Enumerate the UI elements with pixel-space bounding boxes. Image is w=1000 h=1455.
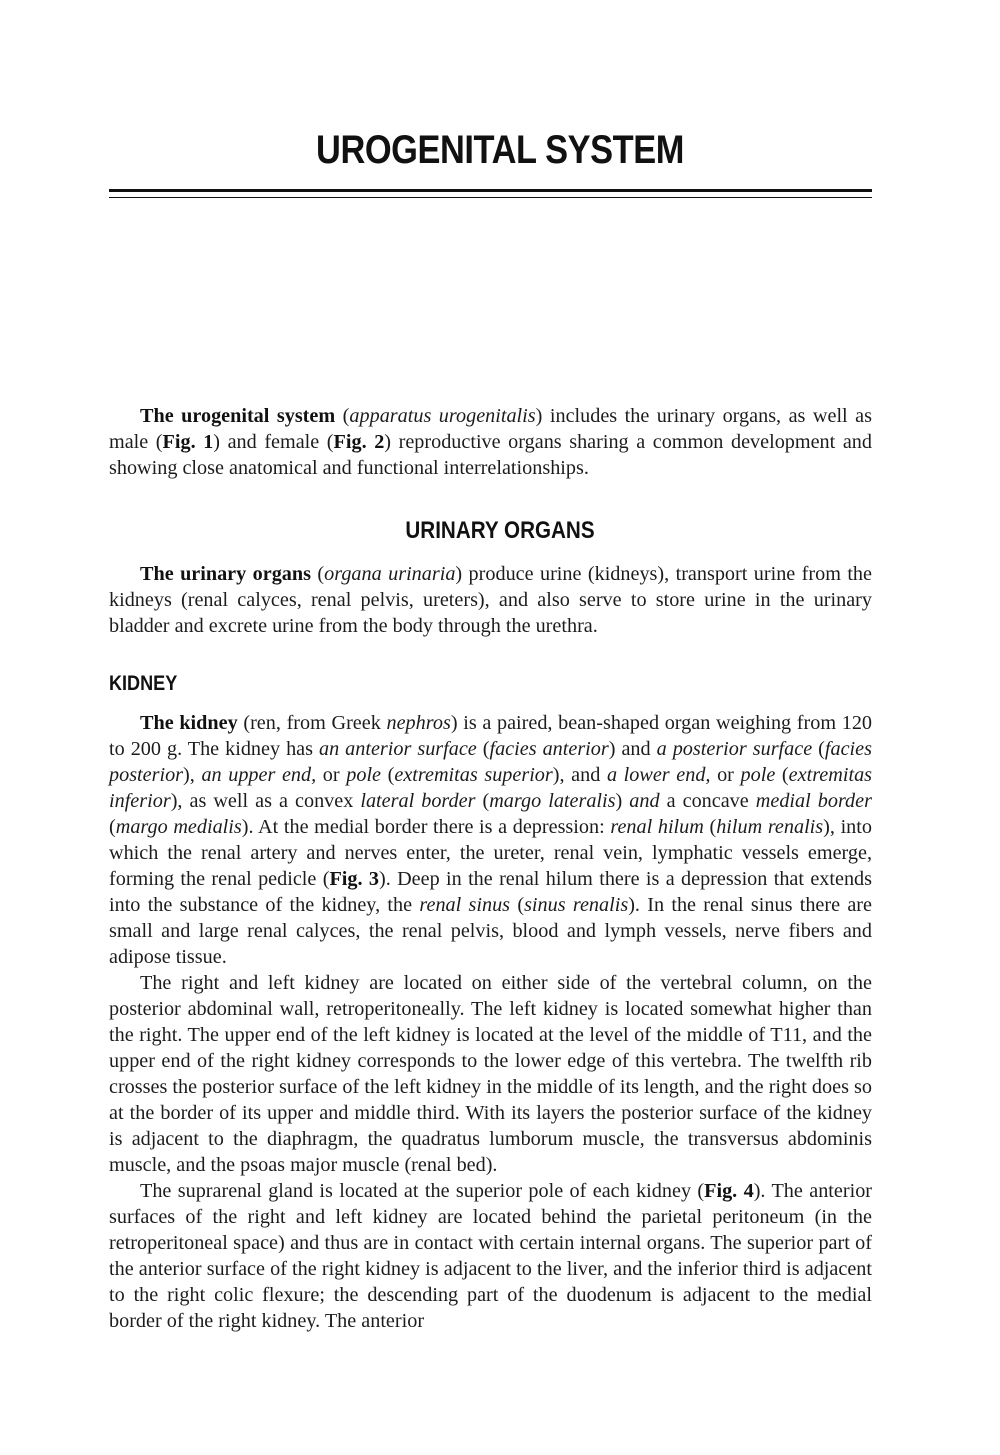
text-run: ) includes the urinary organs, as well as male ( [109,405,872,453]
text-run: (ren, from Greek [237,712,387,734]
intro-paragraph [109,403,872,481]
text-run: ) produce urine (kidneys), transport urine from the kidneys (renal calyces, renal pelvis, ureters), and also serve to store urine in the urinary bladder and excrete urine from the body through the urethra. [109,563,872,637]
section-heading-urinary-organs: URINARY ORGANS [405,517,595,544]
text-run: ) and [608,738,657,760]
figure-ref-4: Fig. 4 [704,1180,754,1202]
text-run: ). Deep in the renal hilum there is a depression that extends into the substance of the kidney, the [109,868,872,916]
italic-term: margo medialis [115,816,242,838]
text-run: ( [109,816,116,838]
text-run: or [316,764,347,786]
chapter-title: UROGENITAL SYSTEM [316,128,684,172]
text-run: ( [703,816,717,838]
italic-term: an upper end, [201,764,317,786]
text-run: ), [183,764,202,786]
text-run: ) and female ( [213,431,334,453]
text-run: The suprarenal gland is located at the superior pole of each kidney ( [140,1180,705,1202]
text-run: ( [335,405,350,427]
italic-term: renal sinus [419,894,511,916]
urinary-paragraph [109,561,872,639]
italic-term: extremitas superior [394,764,553,786]
text-run: ), and [552,764,607,786]
text-run: ( [476,738,490,760]
italic-term: extremitas inferior [109,764,873,812]
title-rule-thin [109,197,872,198]
italic-term: a lower end, [606,764,711,786]
text-run: ( [510,894,525,916]
term-urogenital-system: The urogenital system [140,405,336,427]
kidney-paragraph-2: The right and left kidney are located on either side of the vertebral column, on the posterior abdominal wall, retroperitoneally. The left kidney is located somewhat higher than the right. The upper end of the left kidney is located at the level of the middle of T11, and the upper end of the right kidney corresponds to the lower edge of this vertebra. The twelfth rib crosses the posterior surface of the left kidney in the middle of its length, and the right does so at the border of its upper and middle third. With its layers the posterior surface of the kidney is adjacent to the diaphragm, the quadratus lumborum muscle, the transversus abdominis muscle, and the psoas major muscle (renal bed). [109,972,872,1176]
text-run: ), as well as a convex [170,790,361,812]
term-urinary-organs: The urinary organs [140,563,311,585]
italic-term: margo lateralis [489,790,616,812]
italic-term: pole [740,764,776,786]
text-run: ) is a paired, bean-shaped organ weighing from 120 to 200 g. The kidney has [109,712,873,760]
kidney-paragraph-1 [109,710,872,970]
title-rule-thick [109,189,872,192]
italic-term: an anterior surface [318,738,477,760]
text-run: or [710,764,741,786]
text-run: ). The anterior surfaces of the right and left kidney are located behind the parietal peritoneum (in the retroperitoneal space) and thus are in contact with certain internal organs. The superior part of the anterior surface of the right kidney is adjacent to the liver, and the inferior third is adjacent to the right colic flexure; the descending part of the duodenum is adjacent to the medial border of the right kidney. The anterior [109,1180,873,1332]
text-run: ). At the medial border there is a depression: [241,816,611,838]
text-run: ), into which the renal artery and nerves enter, the ureter, renal vein, lymphatic vessels emerge, forming the renal pedicle ( [109,816,872,890]
kidney-paragraph-3 [109,1178,872,1334]
italic-term: renal hilum [610,816,704,838]
text-run: ) [615,790,630,812]
italic-term: lateral border [360,790,476,812]
text-run: ( [775,764,789,786]
figure-ref-3: Fig. 3 [329,868,379,890]
italic-term: pole [346,764,382,786]
latin-term: organa urinaria [324,563,456,585]
text-run: a concave [659,790,756,812]
italic-term: facies anterior [489,738,609,760]
text-run: ). In the renal sinus there are small and large renal calyces, the renal pelvis, blood and lymph vessels, nerve fibers and adipose tissue. [109,894,872,968]
subheading-kidney: KIDNEY [109,672,178,695]
italic-term: nephros [386,712,451,734]
latin-term: apparatus urogenitalis [349,405,536,427]
text-run: ( [812,738,825,760]
kidney-text-block [109,710,872,1334]
italic-term: medial border [755,790,872,812]
text-run: ) reproductive organs sharing a common development and showing close anatomical and functional interrelationships. [109,431,872,479]
figure-ref-2: Fig. 2 [333,431,385,453]
italic-term: and [629,790,660,812]
urinary-paragraph-block [109,561,872,639]
intro-paragraph-block [109,403,872,481]
italic-term: sinus renalis [524,894,629,916]
text-run: ( [381,764,395,786]
italic-term: a posterior surface [656,738,813,760]
italic-term: facies posterior [109,738,872,786]
text-run: ( [475,790,490,812]
figure-ref-1: Fig. 1 [162,431,214,453]
text-run: ( [310,563,325,585]
italic-term: hilum renalis [716,816,824,838]
term-kidney: The kidney [140,712,238,734]
